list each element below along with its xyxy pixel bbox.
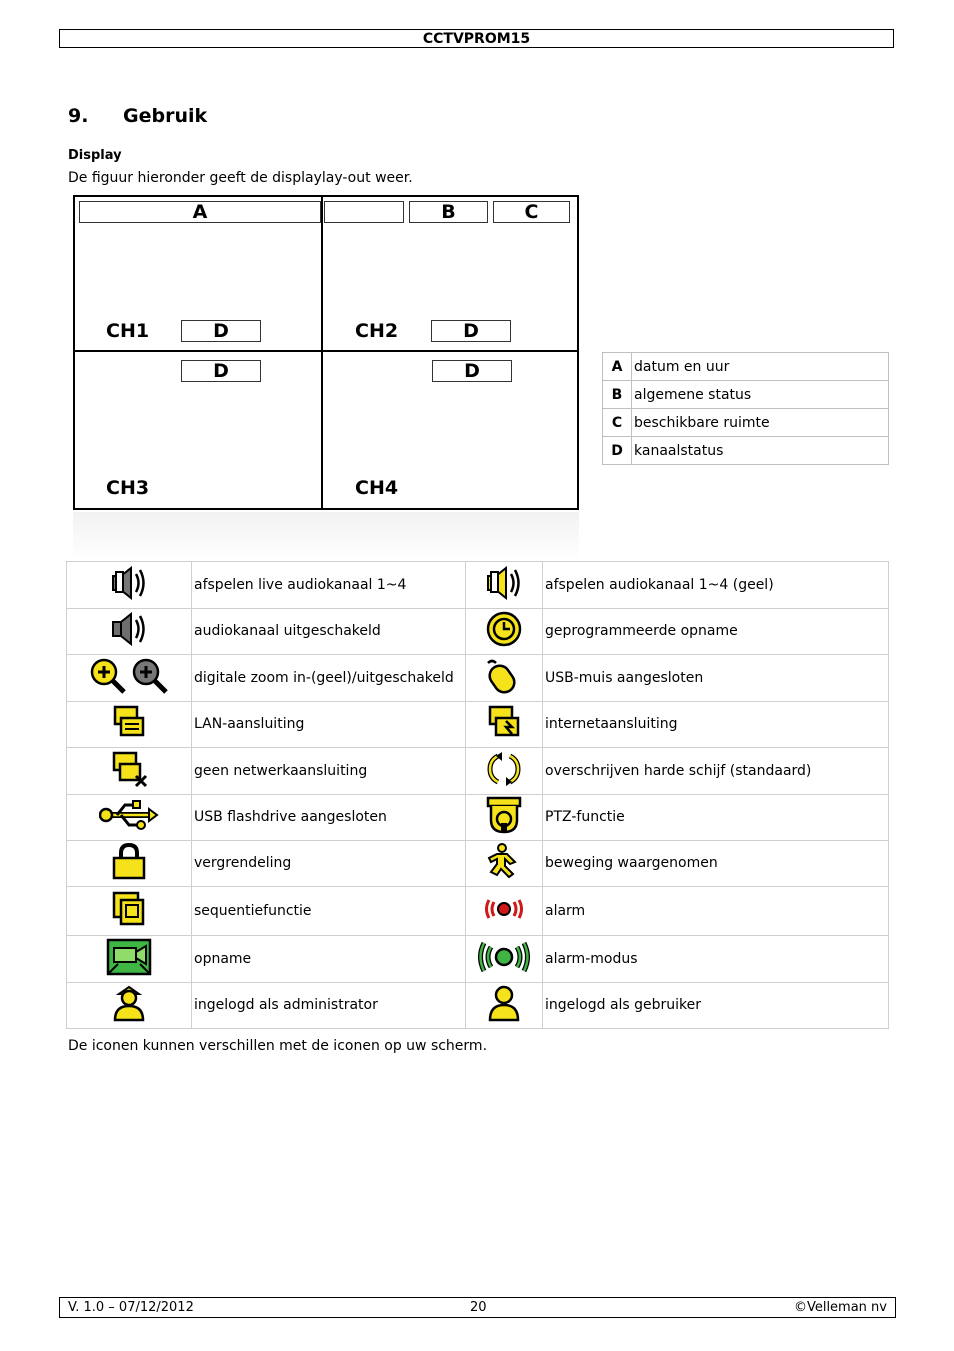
icon-cell bbox=[67, 983, 192, 1029]
icon-description: LAN-aansluiting bbox=[192, 702, 466, 748]
legend-row bbox=[603, 437, 889, 465]
figure-legend bbox=[602, 352, 889, 465]
figure-shadow bbox=[73, 512, 579, 560]
display-subheading: Display bbox=[68, 148, 122, 163]
legend-row bbox=[603, 409, 889, 437]
channel-label: CH2 bbox=[355, 320, 399, 342]
speaker-1-yellow-icon bbox=[486, 566, 522, 600]
table-row bbox=[67, 609, 889, 655]
section-title: Gebruik bbox=[123, 105, 208, 127]
figure-box-blank bbox=[324, 201, 404, 223]
icon-description: USB-muis aangesloten bbox=[543, 655, 889, 702]
table-row bbox=[67, 887, 889, 936]
icon-cell bbox=[466, 983, 543, 1029]
zoom-in-icon bbox=[89, 657, 169, 695]
record-camera-icon bbox=[106, 938, 152, 976]
icon-description: sequentiefunctie bbox=[192, 887, 466, 936]
figure-box-c: C bbox=[493, 201, 570, 223]
figure-box-d: D bbox=[181, 320, 261, 342]
icon-cell bbox=[466, 748, 543, 795]
internet-icon bbox=[486, 704, 522, 740]
channel-label: CH3 bbox=[106, 477, 150, 499]
page-footer bbox=[59, 1297, 896, 1318]
icon-cell bbox=[466, 887, 543, 936]
legend-key: D bbox=[603, 437, 632, 465]
figure-box-d: D bbox=[432, 360, 512, 382]
speaker-muted-icon bbox=[111, 612, 147, 646]
table-row bbox=[67, 748, 889, 795]
icon-cell bbox=[67, 562, 192, 609]
figure-divider-vertical bbox=[321, 195, 323, 510]
lan-icon bbox=[111, 704, 147, 740]
channel-label: CH4 bbox=[355, 477, 399, 499]
channel-label: CH1 bbox=[106, 320, 150, 342]
table-row bbox=[67, 702, 889, 748]
icon-cell bbox=[67, 702, 192, 748]
page-header bbox=[59, 29, 894, 48]
icon-table bbox=[66, 561, 889, 1029]
legend-key: C bbox=[603, 409, 632, 437]
icon-cell bbox=[67, 887, 192, 936]
icon-cell bbox=[67, 655, 192, 702]
table-row bbox=[67, 936, 889, 983]
icon-description: audiokanaal uitgeschakeld bbox=[192, 609, 466, 655]
no-network-icon bbox=[110, 750, 148, 788]
icon-description: ingelogd als gebruiker bbox=[543, 983, 889, 1029]
alarm-red-icon bbox=[483, 897, 525, 921]
icon-cell bbox=[67, 936, 192, 983]
icon-description: ingelogd als administrator bbox=[192, 983, 466, 1029]
sequence-icon bbox=[111, 890, 147, 928]
icon-cell bbox=[466, 841, 543, 887]
display-intro: De figuur hieronder geeft de displaylay-out weer. bbox=[68, 170, 413, 186]
speaker-1-icon bbox=[111, 566, 147, 600]
icon-description: alarm bbox=[543, 887, 889, 936]
footer-copyright: ©Velleman nv bbox=[793, 1300, 887, 1315]
icon-cell bbox=[466, 795, 543, 841]
icon-description: vergrendeling bbox=[192, 841, 466, 887]
legend-row bbox=[603, 353, 889, 381]
icon-description: alarm-modus bbox=[543, 936, 889, 983]
icon-description: overschrijven harde schijf (standaard) bbox=[543, 748, 889, 795]
icon-cell bbox=[67, 795, 192, 841]
lock-icon bbox=[111, 842, 147, 880]
icons-note: De iconen kunnen verschillen met de iconen op uw scherm. bbox=[68, 1038, 488, 1054]
figure-box-d: D bbox=[431, 320, 511, 342]
icon-description: digitale zoom in-(geel)/uitgeschakeld bbox=[192, 655, 466, 702]
table-row bbox=[67, 983, 889, 1029]
icon-description: opname bbox=[192, 936, 466, 983]
overwrite-icon bbox=[486, 750, 522, 788]
icon-description: afspelen audiokanaal 1~4 (geel) bbox=[543, 562, 889, 609]
mouse-icon bbox=[484, 657, 524, 695]
icon-description: afspelen live audiokanaal 1~4 bbox=[192, 562, 466, 609]
display-layout-figure bbox=[73, 195, 579, 510]
model-name: CCTVPROM15 bbox=[422, 31, 531, 47]
icon-cell bbox=[466, 936, 543, 983]
icon-cell bbox=[67, 841, 192, 887]
table-row bbox=[67, 655, 889, 702]
icon-description: PTZ-functie bbox=[543, 795, 889, 841]
icon-description: internetaansluiting bbox=[543, 702, 889, 748]
footer-version: V. 1.0 – 07/12/2012 bbox=[68, 1300, 194, 1315]
figure-box-b: B bbox=[409, 201, 488, 223]
table-row bbox=[67, 841, 889, 887]
legend-text: datum en uur bbox=[632, 353, 889, 381]
icon-cell bbox=[466, 655, 543, 702]
figure-divider-horizontal bbox=[73, 350, 579, 352]
legend-key: B bbox=[603, 381, 632, 409]
zoom-disabled-icon bbox=[131, 657, 169, 695]
icon-description: geen netwerkaansluiting bbox=[192, 748, 466, 795]
figure-box-a: A bbox=[79, 201, 321, 223]
alarm-mode-icon bbox=[476, 940, 532, 974]
admin-user-icon bbox=[111, 984, 147, 1022]
legend-key: A bbox=[603, 353, 632, 381]
icon-description: beweging waargenomen bbox=[543, 841, 889, 887]
page-number: 20 bbox=[470, 1300, 487, 1315]
icon-cell bbox=[466, 562, 543, 609]
motion-icon bbox=[485, 842, 523, 880]
user-icon bbox=[486, 984, 522, 1022]
legend-text: kanaalstatus bbox=[632, 437, 889, 465]
icon-description: USB flashdrive aangesloten bbox=[192, 795, 466, 841]
table-row bbox=[67, 795, 889, 841]
icon-cell bbox=[466, 609, 543, 655]
figure-box-d: D bbox=[181, 360, 261, 382]
legend-row bbox=[603, 381, 889, 409]
legend-text: beschikbare ruimte bbox=[632, 409, 889, 437]
ptz-camera-icon bbox=[486, 796, 522, 834]
icon-cell bbox=[67, 609, 192, 655]
legend-text: algemene status bbox=[632, 381, 889, 409]
icon-cell bbox=[67, 748, 192, 795]
icon-description: geprogrammeerde opname bbox=[543, 609, 889, 655]
table-row bbox=[67, 562, 889, 609]
clock-icon bbox=[486, 611, 522, 647]
section-number: 9. bbox=[68, 105, 89, 127]
usb-icon bbox=[99, 799, 159, 831]
icon-cell bbox=[466, 702, 543, 748]
